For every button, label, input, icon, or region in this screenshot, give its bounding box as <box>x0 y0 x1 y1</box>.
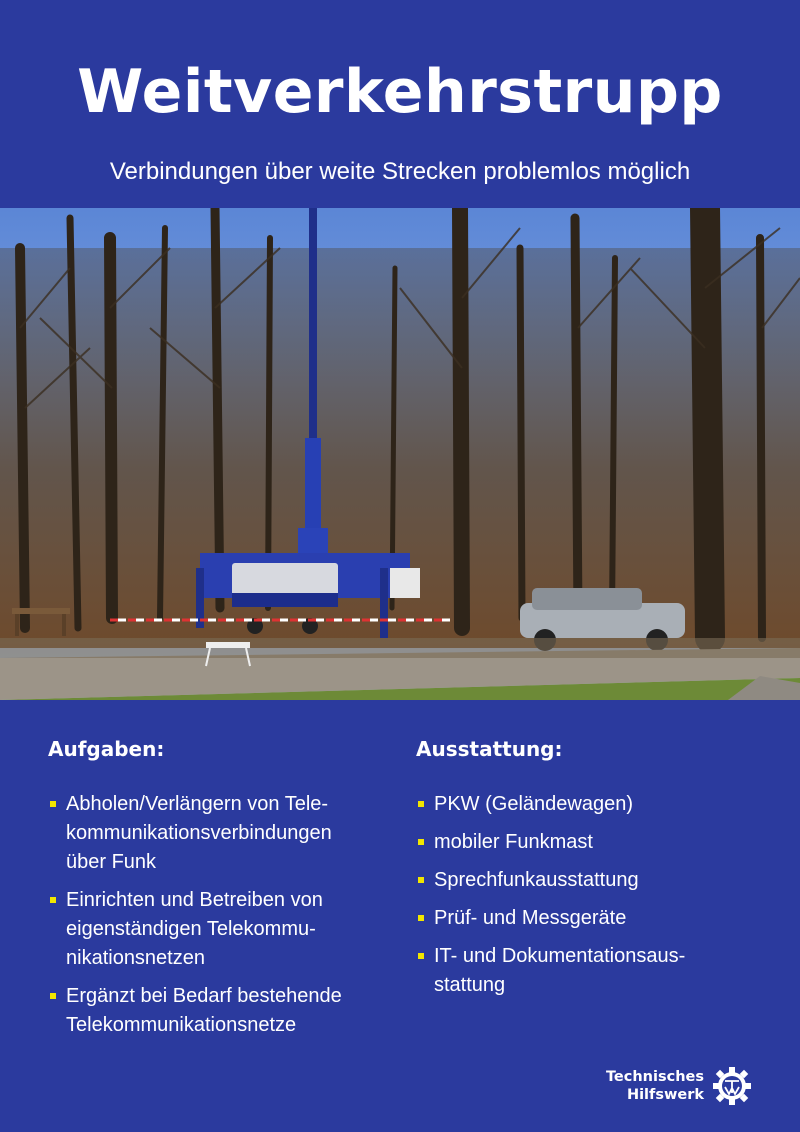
bullet-icon <box>418 877 424 883</box>
list-item: PKW (Geländewagen) <box>416 790 766 819</box>
bullet-icon <box>418 953 424 959</box>
bullet-icon <box>50 993 56 999</box>
equipment-heading: Ausstattung: <box>416 737 563 761</box>
header <box>0 0 800 208</box>
page-subtitle: Verbindungen über weite Strecken problemlos möglich <box>109 158 691 185</box>
equipment-section <box>416 736 766 1009</box>
equipment-list <box>416 790 766 1000</box>
logo-line-2: Hilfswerk <box>626 1087 704 1103</box>
logo-text <box>606 1068 704 1104</box>
page-title: Weitverkehrstrupp <box>77 57 723 127</box>
thw-gear-logo-icon <box>712 1066 752 1106</box>
list-item: mobiler Funkmast <box>416 828 766 857</box>
list-item: Einrichten und Betreiben von eigenständigen Telekommu- nikationsnetzen <box>48 886 378 973</box>
list-item: Abholen/Verlängern von Tele- kommunikationsverbindungen über Funk <box>48 790 378 877</box>
forest-radio-mast-photo <box>0 208 800 700</box>
bullet-icon <box>418 915 424 921</box>
list-item: Ergänzt bei Bedarf bestehende Telekommunikationsnetze <box>48 982 378 1040</box>
logo-line-1: Technisches <box>605 1069 704 1085</box>
bullet-icon <box>418 839 424 845</box>
tasks-list <box>48 790 378 1040</box>
bullet-icon <box>50 801 56 807</box>
bullet-icon <box>50 897 56 903</box>
tasks-section <box>48 736 378 1049</box>
list-item: Sprechfunkausstattung <box>416 866 766 895</box>
bullet-icon <box>418 801 424 807</box>
thw-logo <box>606 1064 752 1108</box>
tasks-heading: Aufgaben: <box>48 737 165 761</box>
list-item: Prüf- und Messgeräte <box>416 904 766 933</box>
list-item: IT- und Dokumentationsaus- stattung <box>416 942 766 1000</box>
